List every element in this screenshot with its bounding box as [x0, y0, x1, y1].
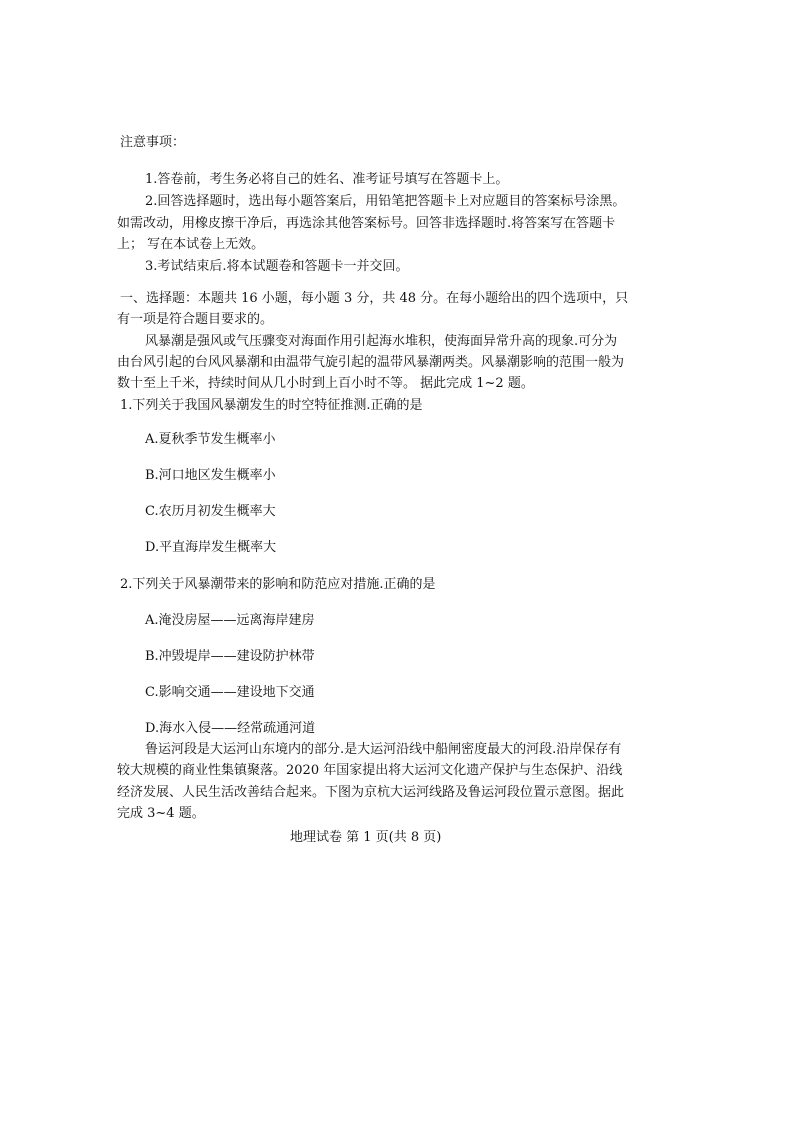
- passage-1-line-1: 风暴潮是强风或气压骤变对海面作用引起海水堆积，使海面异常升高的现象.可分为: [145, 334, 618, 349]
- passage-2-line-4: 完成 3~4 题。: [117, 806, 205, 821]
- question-1-option-c: C.农历月初发生概率大: [145, 504, 276, 519]
- question-2-option-a: A.淹没房屋——远离海岸建房: [145, 613, 315, 628]
- notice-item-2-line-1: 2.回答选择题时，选出每小题答案后，用铅笔把答题卡上对应题目的答案标号涂黑。: [145, 194, 626, 209]
- passage-2-line-2: 较大规模的商业性集镇聚落。2020 年国家提出将大运河文化遗产保护与生态保护、沿线: [117, 763, 623, 778]
- question-1-option-b: B.河口地区发生概率小: [145, 468, 276, 483]
- question-2-option-c: C.影响交通——建设地下交通: [145, 685, 315, 700]
- notice-title: 注意事项：: [120, 135, 186, 150]
- section-header-line-2: 有一项是符合题目要求的。: [117, 312, 274, 327]
- passage-1-line-3: 数十至上千米，持续时间从几小时到上百小时不等。 据此完成 1~2 题。: [117, 376, 534, 391]
- question-1-option-d: D.平直海岸发生概率大: [145, 540, 277, 555]
- section-header-line-1: 一、选择题：本题共 16 小题，每小题 3 分，共 48 分。在每小题给出的四个选项中，只: [120, 291, 629, 306]
- question-1-stem: 1.下列关于我国风暴潮发生的时空特征推测.正确的是: [120, 398, 423, 413]
- question-1-option-a: A.夏秋季节发生概率小: [145, 432, 276, 447]
- passage-2-line-1: 鲁运河段是大运河山东境内的部分.是大运河沿线中船闸密度最大的河段.沿岸保存有: [145, 742, 622, 757]
- passage-2-line-3: 经济发展、人民生活改善结合起来。下图为京杭大运河线路及鲁运河段位置示意图。据此: [117, 785, 625, 800]
- question-2-stem: 2.下列关于风暴潮带来的影响和防范应对措施.正确的是: [120, 577, 436, 592]
- page-footer: 地理试卷 第 1 页(共 8 页): [290, 830, 442, 845]
- notice-item-2-line-2: 如需改动，用橡皮擦干净后，再选涂其他答案标号。回答非选择题时.将答案写在答题卡: [117, 216, 616, 231]
- notice-item-3: 3.考试结束后.将本试题卷和答题卡一并交回。: [145, 259, 409, 274]
- notice-item-1: 1.答卷前，考生务必将自己的姓名、准考证号填写在答题卡上。: [145, 172, 509, 187]
- notice-item-2-line-3: 上； 写在本试卷上无效。: [117, 237, 265, 252]
- question-2-option-b: B.冲毁堤岸——建设防护林带: [145, 649, 315, 664]
- question-2-option-d: D.海水入侵——经常疏通河道: [145, 721, 316, 736]
- passage-1-line-2: 由台风引起的台风风暴潮和由温带气旋引起的温带风暴潮两类。风暴潮影响的范围一般为: [117, 355, 625, 370]
